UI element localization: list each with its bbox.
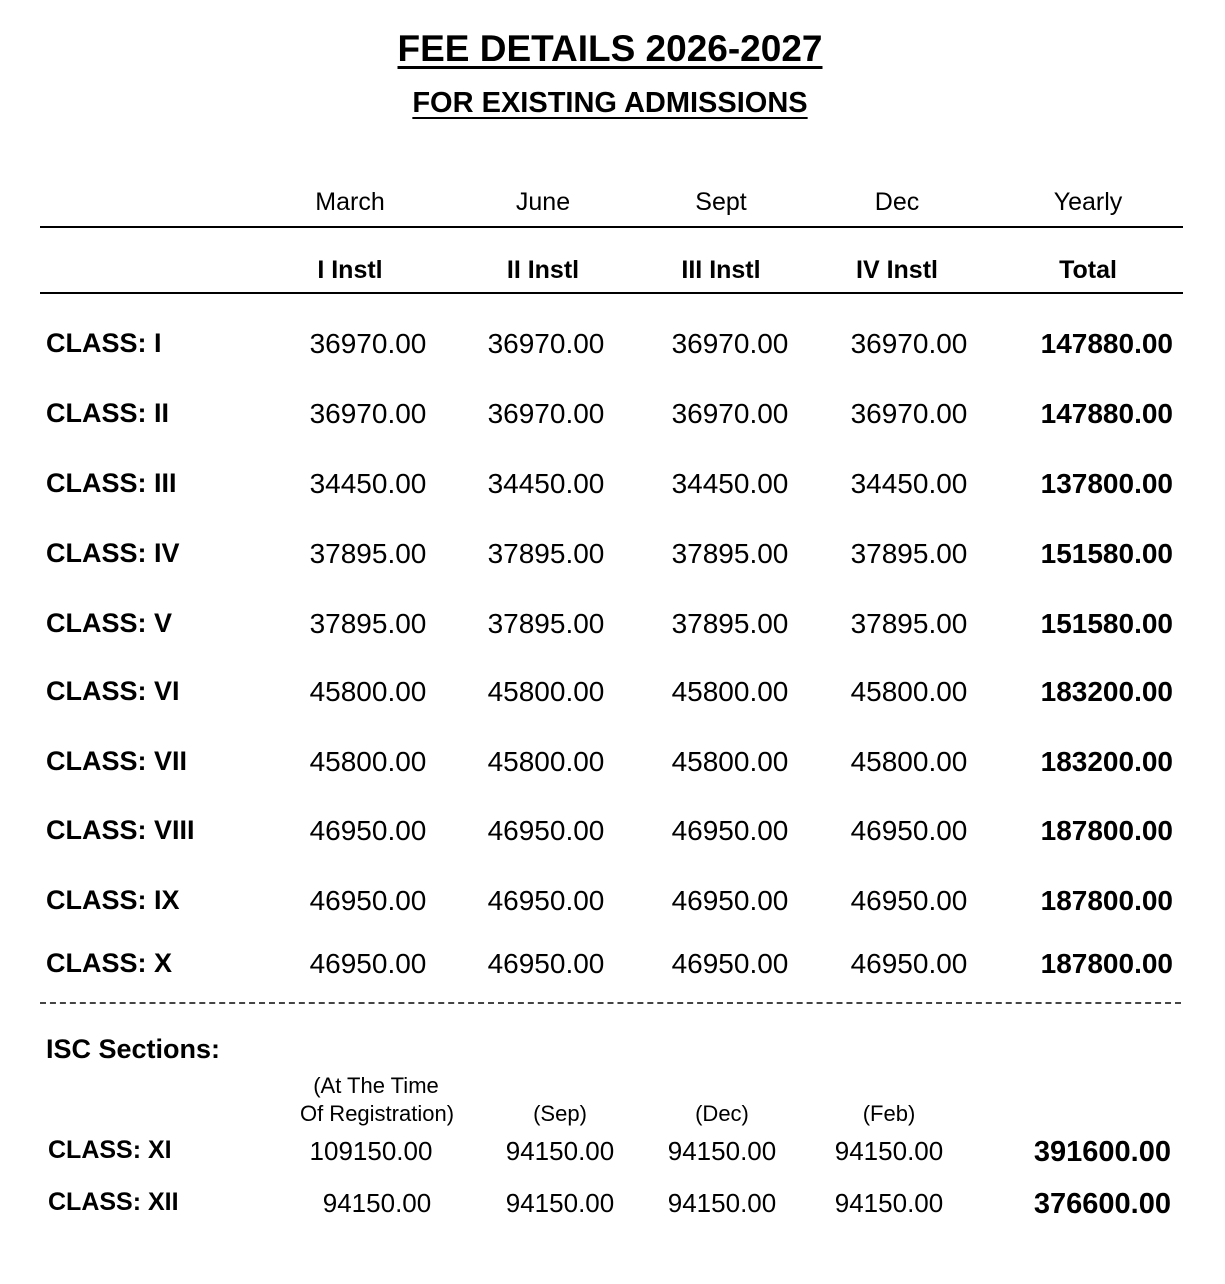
installment-amount: 46950.00	[487, 815, 605, 846]
column-installment-header: Total	[1059, 256, 1117, 284]
installment-amount: 46950.00	[309, 885, 427, 916]
yearly-total: 147880.00	[1040, 328, 1173, 359]
column-installment-header: IV Instl	[856, 256, 938, 284]
yearly-total: 187800.00	[1040, 948, 1173, 979]
installment-amount: 46950.00	[671, 948, 789, 979]
installment-amount: 36970.00	[671, 398, 789, 429]
installment-amount: 34450.00	[487, 468, 605, 499]
table-row	[0, 328, 1225, 368]
column-month-header: Dec	[874, 188, 920, 216]
column-installment-header: II Instl	[506, 256, 580, 284]
yearly-total: 187800.00	[1040, 885, 1173, 916]
installment-amount: 45800.00	[850, 746, 968, 777]
installment-amount: 34450.00	[671, 468, 789, 499]
installment-amount: 45800.00	[850, 676, 968, 707]
table-row	[0, 885, 1225, 925]
installment-amount: 36970.00	[850, 328, 968, 359]
installment-amount: 45800.00	[309, 676, 427, 707]
class-label: CLASS: I	[46, 328, 162, 358]
yearly-total: 137800.00	[1040, 468, 1173, 499]
table-row	[0, 815, 1225, 855]
installment-amount: 36970.00	[487, 328, 605, 359]
table-row	[0, 948, 1225, 988]
header-divider-bottom	[40, 292, 1183, 294]
yearly-total: 183200.00	[1040, 746, 1173, 777]
installment-amount: 94150.00	[505, 1136, 615, 1166]
column-month-header: March	[315, 188, 385, 216]
class-label: CLASS: III	[46, 468, 177, 498]
column-month-header: Yearly	[1053, 188, 1123, 216]
class-label: CLASS: X	[46, 948, 173, 978]
page-title: FEE DETAILS 2026-2027	[397, 28, 823, 69]
installment-amount: 36970.00	[309, 398, 427, 429]
yearly-total: 187800.00	[1040, 815, 1173, 846]
installment-amount: 46950.00	[671, 815, 789, 846]
installment-amount: 46950.00	[309, 815, 427, 846]
class-label: CLASS: V	[46, 608, 173, 638]
class-label: CLASS: II	[46, 398, 170, 428]
class-label: CLASS: IV	[46, 538, 180, 568]
installment-amount: 37895.00	[309, 538, 427, 569]
installment-amount: 37895.00	[487, 608, 605, 639]
isc-section-heading: ISC Sections:	[46, 1034, 221, 1064]
installment-amount: 45800.00	[487, 676, 605, 707]
installment-amount: 36970.00	[309, 328, 427, 359]
column-installment-header: I Instl	[317, 256, 383, 284]
header-divider-top	[40, 226, 1183, 228]
installment-amount: 37895.00	[850, 538, 968, 569]
section-separator	[40, 1002, 1181, 1004]
isc-column-note: (At The Time	[313, 1073, 439, 1098]
installment-amount: 94150.00	[667, 1136, 777, 1166]
installment-amount: 46950.00	[850, 885, 968, 916]
installment-amount: 34450.00	[309, 468, 427, 499]
installment-amount: 36970.00	[487, 398, 605, 429]
installment-amount: 45800.00	[309, 746, 427, 777]
yearly-total: 147880.00	[1040, 398, 1173, 429]
class-label: CLASS: VI	[46, 676, 180, 706]
yearly-total: 391600.00	[1033, 1136, 1171, 1168]
installment-amount: 109150.00	[309, 1136, 433, 1166]
installment-amount: 45800.00	[671, 746, 789, 777]
installment-amount: 46950.00	[487, 948, 605, 979]
page-subtitle: FOR EXISTING ADMISSIONS	[412, 87, 808, 119]
installment-amount: 46950.00	[309, 948, 427, 979]
installment-amount: 46950.00	[671, 885, 789, 916]
installment-amount: 45800.00	[487, 746, 605, 777]
installment-amount: 37895.00	[309, 608, 427, 639]
column-month-header: Sept	[695, 188, 747, 216]
column-installment-header: III Instl	[681, 256, 761, 284]
installment-amount: 37895.00	[850, 608, 968, 639]
table-row	[0, 538, 1225, 578]
table-row	[0, 468, 1225, 508]
installment-amount: 37895.00	[487, 538, 605, 569]
installment-amount: 45800.00	[671, 676, 789, 707]
class-label: CLASS: IX	[46, 885, 180, 915]
installment-amount: 94150.00	[505, 1188, 615, 1218]
yearly-total: 151580.00	[1040, 538, 1173, 569]
class-label: CLASS: XII	[48, 1188, 179, 1216]
isc-column-note: Of Registration)	[299, 1101, 455, 1126]
installment-amount: 94150.00	[834, 1136, 944, 1166]
yearly-total: 183200.00	[1040, 676, 1173, 707]
isc-column-note: (Sep)	[533, 1101, 587, 1126]
class-label: CLASS: XI	[48, 1136, 172, 1164]
class-label: CLASS: VIII	[46, 815, 195, 845]
table-row	[0, 746, 1225, 786]
isc-table-row	[0, 1188, 1225, 1224]
table-row	[0, 398, 1225, 438]
yearly-total: 151580.00	[1040, 608, 1173, 639]
installment-amount: 46950.00	[850, 815, 968, 846]
installment-amount: 37895.00	[671, 608, 789, 639]
installment-amount: 37895.00	[671, 538, 789, 569]
class-label: CLASS: VII	[46, 746, 188, 776]
installment-amount: 36970.00	[671, 328, 789, 359]
installment-amount: 94150.00	[667, 1188, 777, 1218]
table-row	[0, 608, 1225, 648]
installment-amount: 94150.00	[322, 1188, 432, 1218]
installment-amount: 94150.00	[834, 1188, 944, 1218]
isc-table-row	[0, 1136, 1225, 1172]
installment-amount: 36970.00	[850, 398, 968, 429]
isc-column-note: (Dec)	[695, 1101, 749, 1126]
installment-amount: 34450.00	[850, 468, 968, 499]
installment-amount: 46950.00	[850, 948, 968, 979]
table-row	[0, 676, 1225, 716]
yearly-total: 376600.00	[1033, 1188, 1171, 1220]
column-month-header: June	[515, 188, 571, 216]
installment-amount: 46950.00	[487, 885, 605, 916]
isc-column-note: (Feb)	[862, 1101, 916, 1126]
